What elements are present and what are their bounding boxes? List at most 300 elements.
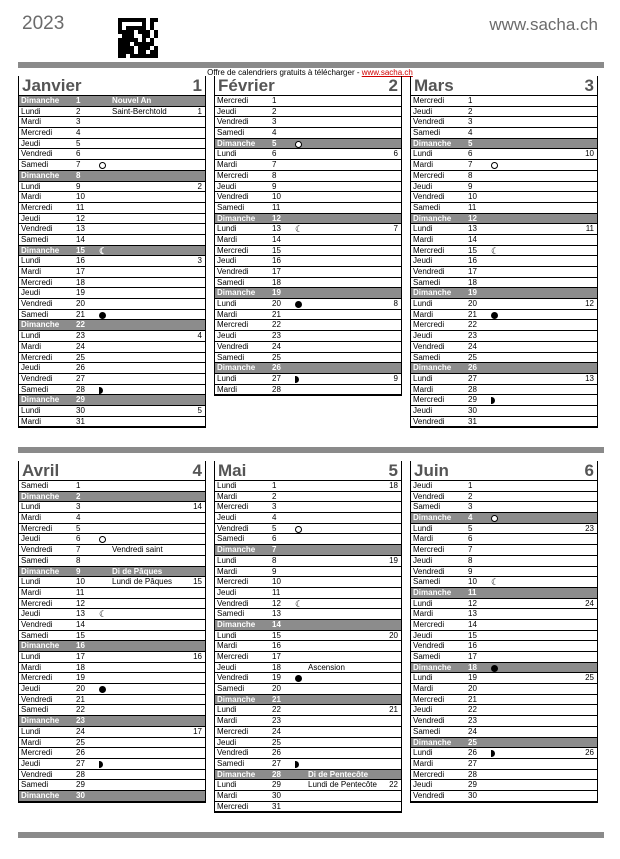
day-number: 20 xyxy=(272,299,281,309)
day-row xyxy=(411,203,597,214)
day-row xyxy=(215,609,401,620)
weekday: Mardi xyxy=(217,790,238,800)
day-number: 25 xyxy=(272,352,281,362)
day-row xyxy=(215,759,401,770)
day-number: 7 xyxy=(76,160,81,170)
weekday: Lundi xyxy=(21,106,41,116)
weekday: Dimanche xyxy=(21,170,60,180)
weekday: Samedi xyxy=(413,277,441,287)
day-number: 21 xyxy=(272,694,281,704)
weekday: Vendredi xyxy=(21,769,53,779)
day-row xyxy=(411,299,597,310)
day-number: 13 xyxy=(272,609,281,619)
weekday: Vendredi xyxy=(21,694,53,704)
weekday: Jeudi xyxy=(413,405,433,415)
day-number: 17 xyxy=(76,267,85,276)
day-row xyxy=(215,599,401,610)
day-number: 8 xyxy=(76,555,81,565)
weekday: Lundi xyxy=(413,748,433,758)
weekday: Dimanche xyxy=(413,662,452,672)
weekday: Dimanche xyxy=(413,363,452,373)
day-row xyxy=(19,759,205,770)
day-row xyxy=(215,139,401,150)
day-number: 5 xyxy=(468,523,473,533)
day-number: 11 xyxy=(272,202,281,212)
day-row xyxy=(215,374,401,385)
day-number: 19 xyxy=(468,288,477,298)
weekday: Mardi xyxy=(413,234,434,244)
weekday: Lundi xyxy=(21,405,41,415)
day-row xyxy=(19,267,205,278)
weekday: Mardi xyxy=(217,309,238,319)
month-name: Juin xyxy=(414,461,449,480)
day-row xyxy=(411,620,597,631)
weekday: Jeudi xyxy=(217,513,237,523)
day-row xyxy=(19,556,205,567)
day-row xyxy=(411,556,597,567)
day-row xyxy=(215,652,401,663)
day-number: 28 xyxy=(468,384,477,394)
weekday: Lundi xyxy=(21,181,41,191)
weekday: Mardi xyxy=(21,267,42,276)
day-number: 20 xyxy=(468,299,477,309)
day-row xyxy=(19,791,205,802)
day-row xyxy=(411,288,597,299)
weekday: Dimanche xyxy=(413,138,452,148)
day-row xyxy=(411,363,597,374)
weekday: Lundi xyxy=(217,705,237,715)
day-number: 6 xyxy=(468,149,473,159)
weekday: Dimanche xyxy=(413,587,452,597)
day-row xyxy=(411,342,597,353)
month-block xyxy=(18,461,206,803)
month-header xyxy=(19,461,205,481)
day-number: 18 xyxy=(76,662,85,672)
day-number: 9 xyxy=(272,181,277,191)
day-number: 5 xyxy=(468,138,473,148)
weekday: Lundi xyxy=(413,149,433,159)
day-number: 28 xyxy=(468,769,477,779)
day-row xyxy=(411,128,597,139)
day-number: 27 xyxy=(272,758,281,768)
weekday: Mercredi xyxy=(413,694,445,704)
day-number: 4 xyxy=(272,513,277,523)
weekday: Lundi xyxy=(217,224,237,234)
weekday: Dimanche xyxy=(21,245,60,255)
weekday: Mardi xyxy=(21,192,42,202)
day-number: 26 xyxy=(468,748,477,758)
day-number: 23 xyxy=(272,331,281,341)
day-row xyxy=(411,631,597,642)
day-row xyxy=(19,492,205,503)
weekday: Dimanche xyxy=(21,395,60,405)
new-moon-icon xyxy=(295,675,302,682)
day-row xyxy=(19,331,205,342)
weekday: Vendredi xyxy=(413,416,445,426)
day-row xyxy=(411,567,597,578)
day-row xyxy=(411,502,597,513)
weekday: Jeudi xyxy=(217,256,237,266)
day-row xyxy=(215,235,401,246)
first-quarter-icon xyxy=(99,761,103,768)
week-number: 15 xyxy=(193,577,202,587)
day-row xyxy=(19,385,205,396)
day-number: 14 xyxy=(76,234,85,244)
day-row xyxy=(411,235,597,246)
day-row xyxy=(215,791,401,802)
day-number: 22 xyxy=(76,705,85,715)
weekday: Mardi xyxy=(217,160,238,170)
middle-divider xyxy=(18,447,604,453)
weekday: Lundi xyxy=(217,780,237,790)
month-name: Janvier xyxy=(22,76,82,95)
weekday: Dimanche xyxy=(217,138,256,148)
day-number: 23 xyxy=(76,716,85,726)
day-row xyxy=(411,780,597,791)
day-number: 5 xyxy=(272,523,277,533)
weekday: Lundi xyxy=(21,256,41,266)
day-row xyxy=(215,481,401,492)
weekday: Mercredi xyxy=(413,170,445,180)
day-row xyxy=(215,588,401,599)
weekday: Jeudi xyxy=(217,587,237,597)
weekday: Samedi xyxy=(217,609,245,619)
weekday: Vendredi xyxy=(413,790,445,800)
weekday: Vendredi xyxy=(217,523,249,533)
weekday: Lundi xyxy=(217,555,237,565)
day-number: 2 xyxy=(76,106,81,116)
day-row xyxy=(215,748,401,759)
day-row xyxy=(215,727,401,738)
holiday-label: Ascension xyxy=(308,662,345,672)
day-number: 9 xyxy=(272,566,277,576)
day-row xyxy=(19,310,205,321)
day-number: 4 xyxy=(468,513,473,523)
weekday: Samedi xyxy=(413,128,441,138)
full-moon-icon xyxy=(491,515,498,522)
day-row xyxy=(19,139,205,150)
weekday: Jeudi xyxy=(217,106,237,116)
day-number: 18 xyxy=(272,662,281,672)
day-number: 13 xyxy=(76,609,85,619)
week-number: 10 xyxy=(585,149,594,159)
day-row xyxy=(411,759,597,770)
day-number: 3 xyxy=(76,117,81,127)
day-row xyxy=(215,620,401,631)
weekday: Dimanche xyxy=(413,513,452,523)
day-number: 16 xyxy=(468,256,477,266)
day-row xyxy=(19,481,205,492)
day-row xyxy=(19,363,205,374)
first-quarter-icon xyxy=(491,750,495,757)
day-number: 7 xyxy=(272,545,277,555)
day-number: 13 xyxy=(76,224,85,234)
day-number: 25 xyxy=(468,352,477,362)
weekday: Mercredi xyxy=(21,673,53,683)
day-number: 20 xyxy=(76,684,85,694)
day-row xyxy=(215,320,401,331)
day-number: 26 xyxy=(272,363,281,373)
day-row xyxy=(215,310,401,321)
day-row xyxy=(215,342,401,353)
weekday: Vendredi xyxy=(217,598,249,608)
month-header xyxy=(411,461,597,481)
day-row xyxy=(19,545,205,556)
day-number: 15 xyxy=(468,630,477,640)
day-row xyxy=(19,353,205,364)
weekday: Samedi xyxy=(217,534,245,544)
weekday: Mercredi xyxy=(413,395,445,405)
day-number: 15 xyxy=(272,245,281,255)
first-quarter-icon xyxy=(99,387,103,394)
day-number: 2 xyxy=(468,491,473,501)
weekday: Mercredi xyxy=(217,320,249,330)
weekday: Dimanche xyxy=(413,213,452,223)
day-row xyxy=(215,705,401,716)
weekday: Dimanche xyxy=(413,737,452,747)
day-number: 14 xyxy=(272,234,281,244)
weekday: Mercredi xyxy=(413,769,445,779)
day-row xyxy=(215,780,401,791)
weekday: Mercredi xyxy=(21,277,53,287)
weekday: Mardi xyxy=(21,416,42,426)
day-number: 23 xyxy=(272,716,281,726)
day-row xyxy=(215,203,401,214)
weekday: Jeudi xyxy=(413,555,433,565)
weekday: Dimanche xyxy=(217,769,256,779)
day-number: 27 xyxy=(468,758,477,768)
week-number: 7 xyxy=(393,224,398,234)
day-number: 8 xyxy=(468,170,473,180)
weekday: Vendredi xyxy=(21,224,53,234)
day-number: 16 xyxy=(76,256,85,266)
week-number: 5 xyxy=(197,405,202,415)
day-number: 29 xyxy=(468,395,477,405)
weekday: Dimanche xyxy=(21,641,60,651)
day-number: 24 xyxy=(272,341,281,351)
day-row xyxy=(215,288,401,299)
weekday: Mardi xyxy=(413,684,434,694)
month-block xyxy=(410,461,598,803)
day-row xyxy=(19,609,205,620)
first-quarter-icon xyxy=(295,761,299,768)
day-number: 21 xyxy=(468,694,477,704)
day-row xyxy=(19,149,205,160)
offer-link[interactable]: www.sacha.ch xyxy=(361,68,413,77)
new-moon-icon xyxy=(491,665,498,672)
day-number: 26 xyxy=(272,748,281,758)
week-number: 11 xyxy=(585,224,594,234)
day-number: 8 xyxy=(272,170,277,180)
day-row xyxy=(215,149,401,160)
last-quarter-icon: ☾ xyxy=(99,245,108,256)
day-number: 27 xyxy=(468,373,477,383)
weekday: Samedi xyxy=(21,780,49,790)
day-row xyxy=(215,192,401,203)
day-row xyxy=(411,652,597,663)
day-row xyxy=(411,545,597,556)
day-number: 11 xyxy=(468,202,477,212)
last-quarter-icon: ☾ xyxy=(99,609,108,620)
day-number: 30 xyxy=(272,790,281,800)
day-number: 17 xyxy=(468,267,477,276)
day-row xyxy=(215,577,401,588)
day-row xyxy=(19,588,205,599)
weekday: Jeudi xyxy=(413,256,433,266)
day-row xyxy=(411,395,597,406)
day-row xyxy=(215,117,401,128)
day-number: 21 xyxy=(76,309,85,319)
day-row xyxy=(19,631,205,642)
day-row xyxy=(411,513,597,524)
day-number: 25 xyxy=(76,352,85,362)
day-number: 12 xyxy=(272,598,281,608)
weekday: Jeudi xyxy=(413,780,433,790)
full-moon-icon xyxy=(99,162,106,169)
day-number: 29 xyxy=(76,395,85,405)
weekday: Vendredi xyxy=(413,192,445,202)
full-moon-icon xyxy=(491,162,498,169)
weekday: Mercredi xyxy=(217,726,249,736)
holiday-label: Vendredi saint xyxy=(112,545,163,555)
day-row xyxy=(19,577,205,588)
day-number: 24 xyxy=(76,726,85,736)
day-row xyxy=(19,182,205,193)
day-number: 14 xyxy=(468,234,477,244)
day-number: 10 xyxy=(76,577,85,587)
weekday: Mercredi xyxy=(413,245,445,255)
day-row xyxy=(19,716,205,727)
weekday: Vendredi xyxy=(217,117,249,127)
weekday: Mardi xyxy=(413,609,434,619)
day-row xyxy=(411,577,597,588)
weekday: Vendredi xyxy=(413,267,445,276)
day-row xyxy=(411,149,597,160)
week-number: 20 xyxy=(389,630,398,640)
day-row xyxy=(411,139,597,150)
weekday: Jeudi xyxy=(217,737,237,747)
day-number: 18 xyxy=(468,662,477,672)
day-number: 2 xyxy=(468,106,473,116)
day-number: 20 xyxy=(76,299,85,309)
day-row xyxy=(411,117,597,128)
weekday: Jeudi xyxy=(21,534,41,544)
last-quarter-icon: ☾ xyxy=(491,245,500,256)
holiday-label: Nouvel An xyxy=(112,96,152,105)
day-number: 21 xyxy=(468,309,477,319)
weekday: Lundi xyxy=(21,652,41,661)
month-header xyxy=(411,76,597,96)
day-row xyxy=(19,513,205,524)
weekday: Samedi xyxy=(217,758,245,768)
day-row xyxy=(19,320,205,331)
weekday: Vendredi xyxy=(413,491,445,501)
day-number: 10 xyxy=(468,577,477,587)
day-number: 14 xyxy=(76,619,85,629)
day-number: 23 xyxy=(468,716,477,726)
day-number: 6 xyxy=(76,534,81,544)
day-row xyxy=(411,481,597,492)
day-row xyxy=(411,716,597,727)
week-number: 22 xyxy=(389,780,398,790)
weekday: Vendredi xyxy=(217,267,249,276)
week-number: 8 xyxy=(393,299,398,309)
month-header xyxy=(19,76,205,96)
day-row xyxy=(215,267,401,278)
day-number: 19 xyxy=(468,673,477,683)
weekday: Dimanche xyxy=(217,288,256,298)
weekday: Mercredi xyxy=(217,652,249,661)
day-number: 1 xyxy=(76,481,81,490)
weekday: Jeudi xyxy=(217,181,237,191)
day-row xyxy=(411,738,597,749)
day-number: 19 xyxy=(76,673,85,683)
day-row xyxy=(411,770,597,781)
weekday: Samedi xyxy=(217,202,245,212)
weekday: Dimanche xyxy=(217,545,256,555)
day-number: 22 xyxy=(76,320,85,330)
weekday: Vendredi xyxy=(21,149,53,159)
day-row xyxy=(215,385,401,396)
day-number: 30 xyxy=(468,405,477,415)
bottom-divider xyxy=(18,832,604,838)
weekday: Samedi xyxy=(21,384,49,394)
month-block xyxy=(214,76,402,396)
day-row xyxy=(19,417,205,428)
holiday-label: Lundi de Pentecôte xyxy=(308,780,377,790)
weekday: Vendredi xyxy=(413,341,445,351)
day-row xyxy=(215,256,401,267)
weekday: Mercredi xyxy=(21,352,53,362)
day-number: 4 xyxy=(468,128,473,138)
day-number: 2 xyxy=(76,491,81,501)
weekday: Samedi xyxy=(217,128,245,138)
last-quarter-icon: ☾ xyxy=(491,577,500,588)
day-row xyxy=(19,673,205,684)
offer-text: Offre de calendriers gratuits à télécharger - xyxy=(207,68,362,77)
holiday-label: Saint-Berchtold xyxy=(112,106,167,116)
day-row xyxy=(411,192,597,203)
weekday: Samedi xyxy=(21,309,49,319)
day-number: 17 xyxy=(272,267,281,276)
day-row xyxy=(215,631,401,642)
day-row xyxy=(19,567,205,578)
day-number: 17 xyxy=(468,652,477,661)
day-row xyxy=(19,171,205,182)
day-row xyxy=(19,599,205,610)
weekday: Dimanche xyxy=(217,363,256,373)
day-row xyxy=(19,374,205,385)
day-row xyxy=(215,363,401,374)
weekday: Mercredi xyxy=(21,598,53,608)
day-number: 11 xyxy=(76,587,85,597)
weekday: Jeudi xyxy=(21,288,41,298)
day-number: 26 xyxy=(76,748,85,758)
weekday: Jeudi xyxy=(21,758,41,768)
day-row xyxy=(411,374,597,385)
weekday: Jeudi xyxy=(413,181,433,191)
day-row xyxy=(215,160,401,171)
day-row xyxy=(19,502,205,513)
weekday: Mardi xyxy=(413,758,434,768)
day-number: 3 xyxy=(272,117,277,127)
day-number: 12 xyxy=(468,598,477,608)
day-row xyxy=(411,224,597,235)
day-number: 22 xyxy=(468,705,477,715)
day-row xyxy=(411,492,597,503)
day-row xyxy=(19,780,205,791)
day-number: 20 xyxy=(272,684,281,694)
